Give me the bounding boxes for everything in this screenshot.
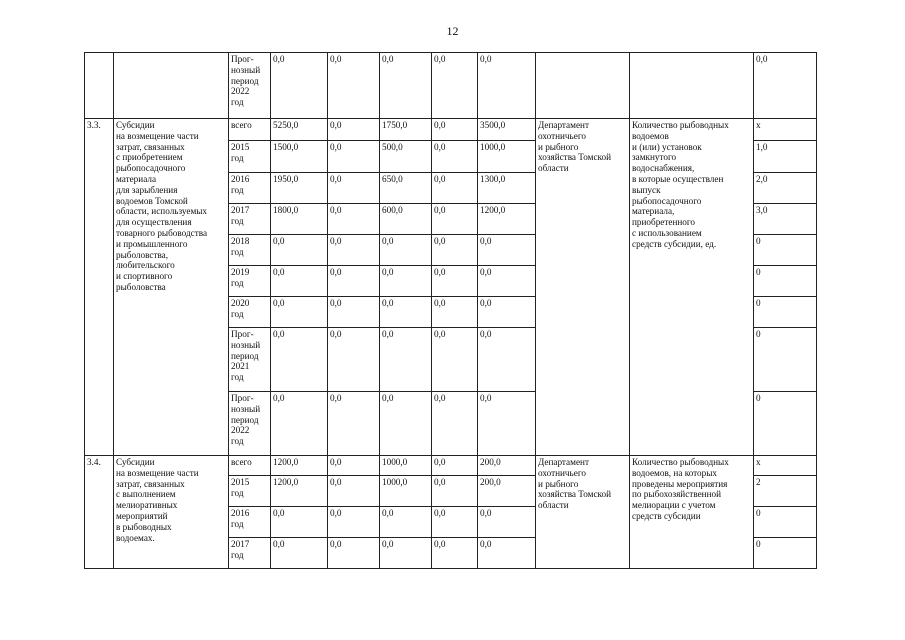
value-cell: 0,0 [478, 328, 536, 392]
indicator-value-cell: 1,0 [754, 141, 817, 173]
table-row [85, 53, 817, 119]
budget-table [84, 52, 817, 569]
period-cell: 2015 год [229, 476, 271, 507]
value-cell: 0,0 [478, 392, 536, 456]
value-cell: 0,0 [432, 119, 478, 141]
indicator-value-cell: 0,0 [754, 53, 817, 119]
period-cell: 2019 год [229, 266, 271, 297]
value-cell: 5250,0 [271, 119, 328, 141]
value-cell: 0,0 [432, 235, 478, 266]
indicator-cell: Количество рыбоводных водоемов и (или) установок замкнутого водоснабжения, в которые осуществлен выпуск рыбопосадочного материала, приобретенного с использованием средств субсидии, ед. [630, 119, 754, 456]
value-cell: 0,0 [271, 392, 328, 456]
period-cell: всего [229, 456, 271, 476]
value-cell: 0,0 [478, 538, 536, 569]
value-cell: 0,0 [432, 456, 478, 476]
value-cell: 0,0 [380, 538, 432, 569]
value-cell: 1200,0 [271, 456, 328, 476]
value-cell: 0,0 [328, 456, 380, 476]
executor-cell: Департамент охотничьего и рыбного хозяйства Томской области [536, 119, 630, 456]
page-number: 12 [446, 24, 459, 38]
item-name: Субсидии на возмещение части затрат, связанных с выполнением мелиоративных мероприятий в рыбоводных водоемах. [114, 456, 229, 569]
value-cell: 0,0 [271, 507, 328, 538]
value-cell: 0,0 [432, 476, 478, 507]
indicator-cell [630, 53, 754, 119]
value-cell: 1800,0 [271, 204, 328, 235]
indicator-cell: Количество рыбоводных водоемов, на которых проведены мероприятия по рыбохозяйственной мелиорации с учетом средств субсидии [630, 456, 754, 569]
period-cell: 2017 год [229, 204, 271, 235]
value-cell: 0,0 [380, 53, 432, 119]
value-cell: 0,0 [271, 266, 328, 297]
value-cell: 0,0 [432, 328, 478, 392]
indicator-value-cell: 2 [754, 476, 817, 507]
value-cell: 0,0 [380, 235, 432, 266]
value-cell: 0,0 [271, 328, 328, 392]
value-cell: 0,0 [380, 266, 432, 297]
value-cell: 0,0 [328, 141, 380, 173]
period-cell: 2018 год [229, 235, 271, 266]
name-cell [114, 53, 229, 119]
period-cell: Прог- нозный период 2021 год [229, 328, 271, 392]
period-cell: 2020 год [229, 297, 271, 328]
value-cell: 1300,0 [478, 173, 536, 204]
value-cell: 200,0 [478, 456, 536, 476]
value-cell: 0,0 [328, 392, 380, 456]
value-cell: 1200,0 [271, 476, 328, 507]
table-row [85, 119, 817, 141]
value-cell: 0,0 [328, 328, 380, 392]
indicator-value-cell: 0 [754, 538, 817, 569]
item-number: 3.3. [85, 119, 114, 456]
table-row [85, 456, 817, 476]
value-cell: 0,0 [328, 266, 380, 297]
value-cell: 0,0 [380, 507, 432, 538]
value-cell: 0,0 [432, 173, 478, 204]
value-cell: 0,0 [380, 297, 432, 328]
indicator-value-cell: x [754, 119, 817, 141]
value-cell: 1000,0 [380, 456, 432, 476]
value-cell: 0,0 [432, 538, 478, 569]
value-cell: 1200,0 [478, 204, 536, 235]
period-cell: Прог- нозный период 2022 год [229, 53, 271, 119]
value-cell: 0,0 [328, 476, 380, 507]
value-cell: 0,0 [432, 53, 478, 119]
value-cell: 1750,0 [380, 119, 432, 141]
indicator-value-cell: 0 [754, 235, 817, 266]
value-cell: 0,0 [478, 235, 536, 266]
number-cell [85, 53, 114, 119]
value-cell: 0,0 [432, 297, 478, 328]
value-cell: 200,0 [478, 476, 536, 507]
value-cell: 0,0 [271, 297, 328, 328]
value-cell: 0,0 [271, 538, 328, 569]
period-cell: 2017 год [229, 538, 271, 569]
executor-cell [536, 53, 630, 119]
value-cell: 1000,0 [380, 476, 432, 507]
value-cell: 0,0 [328, 235, 380, 266]
indicator-value-cell: 0 [754, 328, 817, 392]
value-cell: 0,0 [328, 297, 380, 328]
value-cell: 0,0 [432, 507, 478, 538]
indicator-value-cell: 0 [754, 392, 817, 456]
period-cell: 2016 год [229, 173, 271, 204]
value-cell: 0,0 [478, 266, 536, 297]
indicator-value-cell: 0 [754, 507, 817, 538]
value-cell: 0,0 [380, 392, 432, 456]
value-cell: 0,0 [328, 173, 380, 204]
value-cell: 0,0 [432, 266, 478, 297]
executor-cell: Департамент охотничьего и рыбного хозяйства Томской области [536, 456, 630, 569]
value-cell: 0,0 [432, 392, 478, 456]
value-cell: 0,0 [328, 507, 380, 538]
value-cell: 1000,0 [478, 141, 536, 173]
value-cell: 600,0 [380, 204, 432, 235]
value-cell: 0,0 [271, 53, 328, 119]
value-cell: 1950,0 [271, 173, 328, 204]
value-cell: 0,0 [380, 328, 432, 392]
indicator-value-cell: 0 [754, 297, 817, 328]
value-cell: 0,0 [432, 204, 478, 235]
table-body [85, 53, 817, 569]
value-cell: 3500,0 [478, 119, 536, 141]
indicator-value-cell: 3,0 [754, 204, 817, 235]
value-cell: 1500,0 [271, 141, 328, 173]
value-cell: 500,0 [380, 141, 432, 173]
value-cell: 0,0 [328, 53, 380, 119]
period-cell: Прог- нозный период 2022 год [229, 392, 271, 456]
value-cell: 0,0 [478, 297, 536, 328]
period-cell: всего [229, 119, 271, 141]
indicator-value-cell: 2,0 [754, 173, 817, 204]
period-cell: 2016 год [229, 507, 271, 538]
indicator-value-cell: x [754, 456, 817, 476]
value-cell: 650,0 [380, 173, 432, 204]
item-name: Субсидии на возмещение части затрат, связанных с приобретением рыбопосадочного материала для зарыбления водоемов Томской области, используемых для осуществления товарного рыбоводства и промышленного рыболовства, любительского и спортивного рыболовства [114, 119, 229, 456]
value-cell: 0,0 [328, 119, 380, 141]
value-cell: 0,0 [478, 53, 536, 119]
value-cell: 0,0 [271, 235, 328, 266]
value-cell: 0,0 [328, 538, 380, 569]
value-cell: 0,0 [478, 507, 536, 538]
value-cell: 0,0 [432, 141, 478, 173]
period-cell: 2015 год [229, 141, 271, 173]
item-number: 3.4. [85, 456, 114, 569]
indicator-value-cell: 0 [754, 266, 817, 297]
value-cell: 0,0 [328, 204, 380, 235]
